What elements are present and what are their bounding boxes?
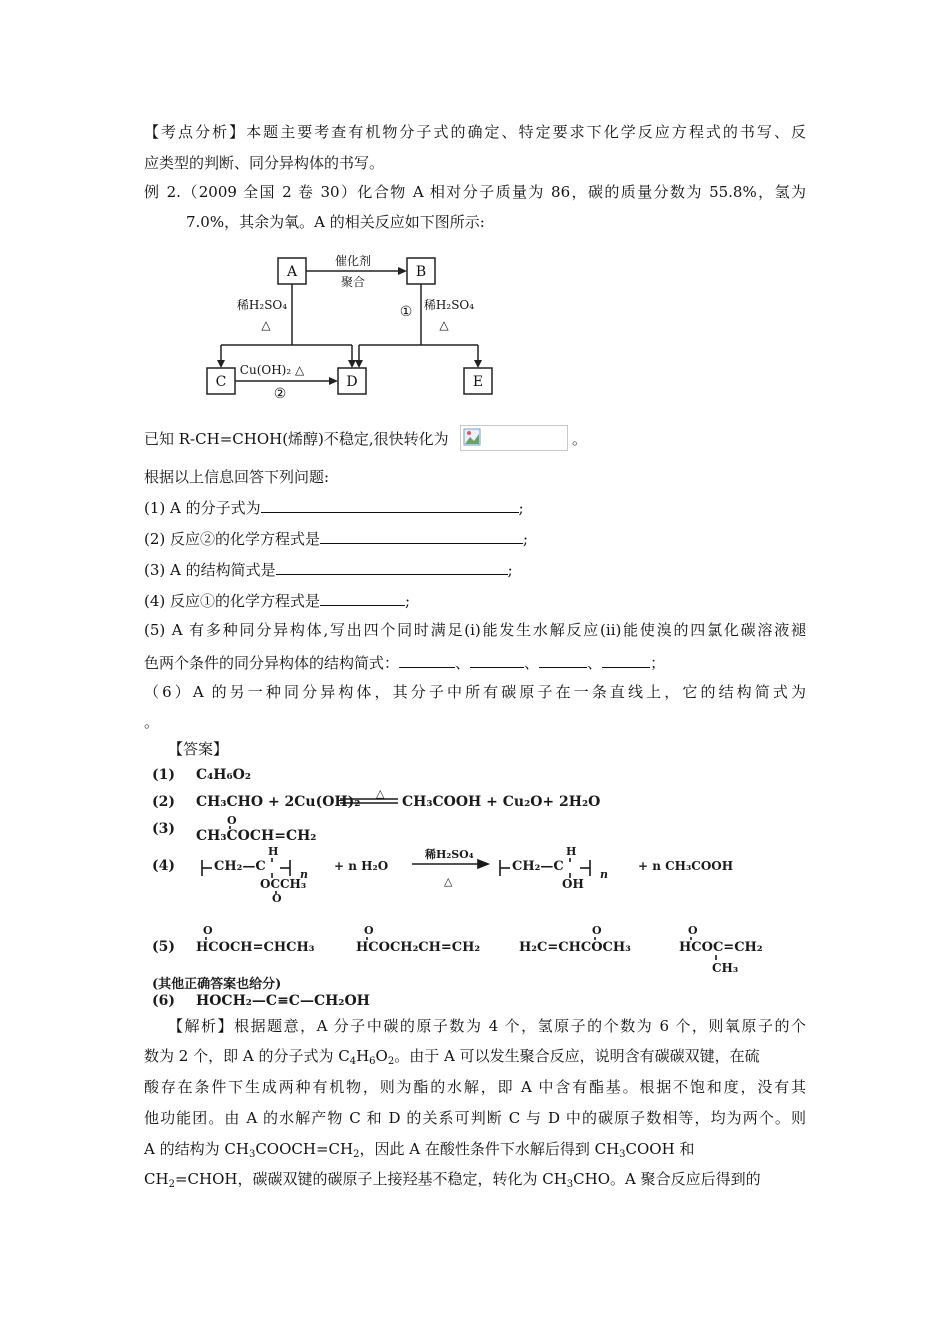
question-5-text: 色两个条件的同分异构体的结构简式： <box>144 654 400 672</box>
analysis-line5-s2: 2 <box>353 1149 360 1160</box>
question-1-end: ; <box>518 499 524 517</box>
analysis-line5 <box>144 1138 694 1166</box>
answer-2-right: CH₃COOH + Cu₂O+ 2H₂O <box>402 794 601 810</box>
analysis-line6-c: CHO。A 聚合反应后得到的 <box>573 1170 761 1188</box>
answer-5-note: (其他正确答案也给分) <box>152 977 282 992</box>
analysis-line2-a: 数为 2 个，即 A 的分子式为 C <box>144 1047 350 1065</box>
question-3-text: (3) A 的结构简式是 <box>144 561 276 579</box>
broken-image-placeholder <box>460 425 568 451</box>
answer-blank-5c[interactable] <box>539 651 587 668</box>
analysis-line2-b: H <box>356 1047 370 1065</box>
answer-blank-2[interactable] <box>320 527 523 544</box>
analysis-line3: 酸存在条件下生成两种有机物，则为酯的水解，即 A 中含有酯基。根据不饱和度，没有其 <box>144 1078 806 1096</box>
analysis-line6-b: =CHOH，碳碳双键的碳原子上接羟基不稳定，转化为 CH <box>174 1170 567 1188</box>
question-5-line2 <box>144 651 665 674</box>
answer-heading: 【答案】 <box>168 740 229 758</box>
sep-2: 、 <box>524 654 540 672</box>
box-c-label: C <box>215 374 227 390</box>
question-2 <box>144 527 528 550</box>
answer-2-condition: △ <box>376 787 385 800</box>
answer-5-isomer-1: HCOCH=CHCH₃ <box>196 940 315 955</box>
analysis-line5-s3: 3 <box>619 1149 626 1160</box>
answer-blank-5a[interactable] <box>399 651 455 668</box>
answer-5-isomer-4-methyl: CH₃ <box>712 961 739 975</box>
question-1 <box>144 496 524 519</box>
known-end: 。 <box>572 430 588 448</box>
answer-blank-5b[interactable] <box>470 651 524 668</box>
question-2-text: (2) 反应②的化学方程式是 <box>144 530 321 548</box>
sep-3: 、 <box>587 654 603 672</box>
answer-4-water: + n H₂O <box>334 859 389 873</box>
answer-blank-1[interactable] <box>261 496 519 513</box>
answer-3-formula: CH₃COCH=CH₂ <box>196 828 317 844</box>
answer-5-3-oxygen: O <box>592 924 602 937</box>
known-text: 已知 R-CH=CHOH(烯醇)不稳定,很快转化为 <box>144 430 449 448</box>
question-4 <box>144 589 410 612</box>
analysis-line5-c: ，因此 A 在酸性条件下水解后得到 CH <box>359 1140 620 1158</box>
box-e-label: E <box>472 374 484 390</box>
question-2-end: ; <box>523 530 529 548</box>
question-1-text: (1) A 的分子式为 <box>144 499 261 517</box>
answer-4-sub1: OCCH₃ <box>260 877 307 891</box>
reaction-2-label: ② <box>273 386 287 402</box>
answer-4-acid: + n CH₃COOH <box>638 859 734 873</box>
analysis-line6-s1: 2 <box>168 1179 175 1190</box>
analysis-line2-s2: 6 <box>369 1056 376 1067</box>
question-5-line1: (5) A 有多种同分异构体,写出四个同时满足(i)能发生水解反应(ii)能使溴的四氯化碳溶液褪 <box>144 621 806 639</box>
box-a-label: A <box>286 264 298 280</box>
reagent-left: 稀H₂SO₄ <box>236 298 288 312</box>
catalyst-label: 催化剂 <box>334 254 372 268</box>
answer-5-isomer-3: H₂C=CHCOCH₃ <box>519 940 631 955</box>
answer-1-formula: C₄H₆O₂ <box>196 767 251 783</box>
answer-5-2-oxygen: O <box>364 924 374 937</box>
answer-5-isomer-4: HCOC=CH₂ <box>679 940 763 955</box>
question-4-end: ; <box>405 592 411 610</box>
answer-4-label: (4) <box>152 858 175 874</box>
answer-6-label: (6) <box>152 993 175 1009</box>
answer-4-sub2: O <box>272 892 282 905</box>
delta-left: △ <box>261 318 271 332</box>
answer-4-oh: OH <box>562 877 584 891</box>
answer-4-n: n <box>300 868 308 881</box>
question-6-line1: （6）A 的另一种同分异构体，其分子中所有碳原子在一条直线上，它的结构简式为 <box>144 683 806 701</box>
analysis-line6-a: CH <box>144 1170 169 1188</box>
delta-right: △ <box>439 318 449 332</box>
analysis-line2 <box>144 1045 760 1073</box>
polymerize-label: 聚合 <box>340 275 366 289</box>
broken-image-icon <box>463 428 483 448</box>
sep-1: 、 <box>455 654 471 672</box>
answer-4-product: CH₂—C <box>512 859 564 874</box>
answer-3-oxygen: O <box>227 814 237 827</box>
analysis-line2-s3: 2 <box>387 1056 395 1067</box>
reagent-right: 稀H₂SO₄ <box>423 298 475 312</box>
answer-4-n2: n <box>600 868 608 881</box>
analysis-line1: 【解析】根据题意，A 分子中碳的原子数为 4 个，氢原子的个数为 6 个，则氧原子的个 <box>168 1017 806 1035</box>
box-b-label: B <box>415 264 427 280</box>
answer-6-formula: HOCH₂—C≡C—CH₂OH <box>196 993 370 1009</box>
answer-blank-3[interactable] <box>276 558 508 575</box>
question-prompt: 根据以上信息回答下列问题: <box>144 468 330 486</box>
answer-4-delta: △ <box>444 875 453 888</box>
answer-5-label: (5) <box>152 939 175 955</box>
answer-4-h2: H <box>566 845 577 858</box>
analysis-line5-b: COOCH=CH <box>255 1140 354 1158</box>
analysis-line5-a: A 的结构为 CH <box>144 1140 249 1158</box>
answer-blank-4[interactable] <box>320 589 405 606</box>
reaction-1-label: ① <box>399 304 413 320</box>
question-6-line2: 。 <box>144 713 160 731</box>
analysis-line5-d: COOH 和 <box>625 1140 695 1158</box>
answer-5-4-oxygen: O <box>688 924 698 937</box>
question-5-end: ； <box>650 654 666 672</box>
analysis-line6 <box>144 1168 761 1196</box>
question-3 <box>144 558 513 581</box>
analysis-line2-c: O <box>375 1047 388 1065</box>
analysis-point-line2: 应类型的判断、同分异构体的书写。 <box>144 154 385 172</box>
analysis-line2-d: 。由于 A 可以发生聚合反应，说明含有碳碳双键，在硫 <box>394 1047 760 1065</box>
analysis-line2-s1: 4 <box>349 1056 357 1067</box>
answer-5-isomer-2: HCOCH₂CH=CH₂ <box>356 940 481 955</box>
analysis-point-line1: 【考点分析】本题主要考查有机物分子式的确定、特定要求下化学反应方程式的书写、反 <box>144 123 806 141</box>
question-4-text: (4) 反应①的化学方程式是 <box>144 592 321 610</box>
answer-1-label: (1) <box>152 767 175 783</box>
answer-4-h: H <box>268 845 279 858</box>
cu-reagent: Cu(OH)₂ △ <box>239 363 305 377</box>
answer-blank-5d[interactable] <box>602 651 650 668</box>
reaction-diagram <box>0 0 950 420</box>
example-line2: 7.0%，其余为氧。A 的相关反应如下图所示: <box>186 213 485 231</box>
answer-3-label: (3) <box>152 821 175 837</box>
analysis-line6-s2: 3 <box>566 1179 574 1190</box>
answer-4-chain: CH₂—C <box>214 859 266 874</box>
analysis-line5-s1: 3 <box>248 1149 256 1160</box>
answer-5-1-oxygen: O <box>203 924 213 937</box>
analysis-line4: 他功能团。由 A 的水解产物 C 和 D 的关系可判断 C 与 D 中的碳原子数相等，均为两个。则 <box>144 1109 806 1127</box>
box-d-label: D <box>346 374 358 390</box>
example-line1: 例 2.（2009 全国 2 卷 30）化合物 A 相对分子质量为 86，碳的质量分数为 55.8%，氢为 <box>144 183 806 201</box>
question-3-end: ; <box>507 561 513 579</box>
answer-2-left: CH₃CHO + 2Cu(OH)₂ <box>196 794 361 810</box>
answer-2-label: (2) <box>152 794 175 810</box>
answer-4-reagent: 稀H₂SO₄ <box>425 848 474 861</box>
